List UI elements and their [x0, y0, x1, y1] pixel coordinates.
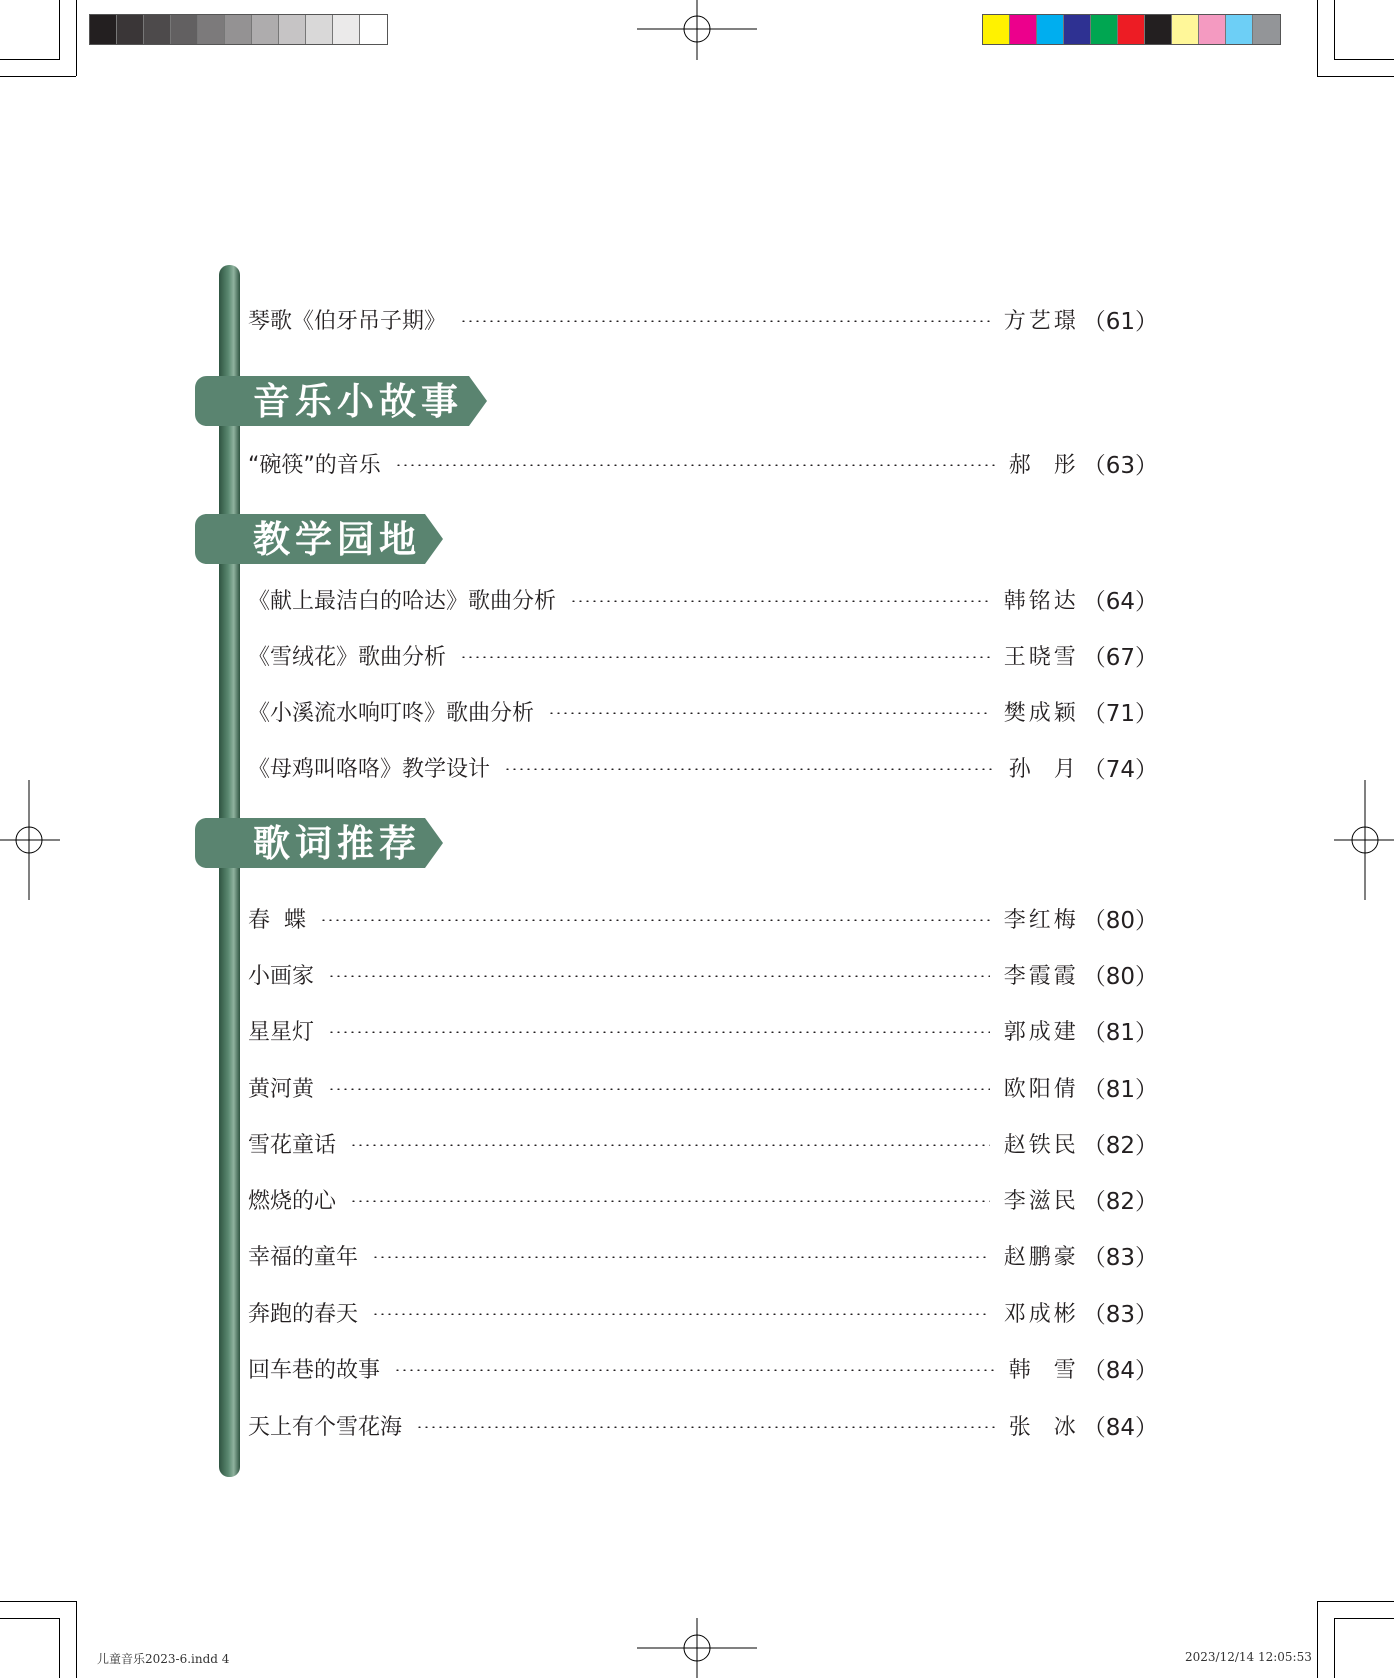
color-swatch	[1226, 15, 1253, 44]
slug-filename: 儿童音乐2023-6.indd 4	[97, 1652, 230, 1666]
registration-mark-left	[0, 780, 60, 900]
color-swatch	[1199, 15, 1226, 44]
entry-title: 回车巷的故事	[248, 1357, 381, 1383]
entry-author: 赵鹏豪	[1003, 1244, 1079, 1270]
entry-author: 李滋民	[1003, 1188, 1079, 1214]
entry-author: 邓成彬	[1003, 1301, 1079, 1327]
section-heading: 音乐小故事	[253, 380, 463, 423]
entry-author: 张 冰	[1008, 1414, 1079, 1440]
entry-author: 韩铭达	[1003, 588, 1079, 614]
entry-author: 孙 月	[1008, 756, 1079, 782]
entry-page-number: （67）	[1082, 644, 1158, 671]
entry-title: 天上有个雪花海	[248, 1414, 403, 1440]
entry-page-number: （83）	[1082, 1301, 1158, 1328]
entry-title: 琴歌《伯牙吊子期》	[248, 308, 447, 334]
dot-leader	[548, 712, 990, 714]
entry-author: 李红梅	[1003, 907, 1079, 933]
color-swatch	[117, 15, 144, 44]
color-swatch	[279, 15, 306, 44]
dot-leader	[372, 1256, 990, 1258]
color-swatch	[1172, 15, 1199, 44]
entry-author: 郭成建	[1003, 1019, 1079, 1045]
dot-leader	[394, 1369, 995, 1371]
entry-title: 黄河黄	[248, 1076, 315, 1102]
color-swatch	[1091, 15, 1118, 44]
entry-author: 方艺璟	[1003, 308, 1079, 334]
toc-entry[interactable]	[248, 694, 1158, 728]
color-swatch	[306, 15, 333, 44]
color-calibration-bar	[982, 14, 1281, 45]
color-swatch	[1118, 15, 1145, 44]
entry-title: 小画家	[248, 963, 315, 989]
registration-mark-top	[637, 0, 757, 60]
color-swatch	[90, 15, 117, 44]
toc-entry[interactable]	[248, 446, 1158, 480]
dot-leader	[328, 975, 990, 977]
toc-entry[interactable]	[248, 750, 1158, 784]
entry-page-number: （81）	[1082, 1019, 1158, 1046]
section-heading: 教学园地	[253, 518, 421, 561]
toc-entry[interactable]	[248, 582, 1158, 616]
entry-page-number: （74）	[1082, 756, 1158, 783]
entry-title: 春 蝶	[248, 907, 306, 933]
toc-entry[interactable]	[248, 1238, 1158, 1272]
entry-title: 《母鸡叫咯咯》教学设计	[248, 756, 491, 782]
color-swatch	[198, 15, 225, 44]
toc-entry[interactable]	[248, 1408, 1158, 1442]
entry-page-number: （81）	[1082, 1076, 1158, 1103]
color-swatch	[333, 15, 360, 44]
entry-author: 樊成颖	[1003, 700, 1079, 726]
toc-entry[interactable]	[248, 638, 1158, 672]
dot-leader	[504, 768, 995, 770]
entry-title: 燃烧的心	[248, 1188, 337, 1214]
entry-page-number: （64）	[1082, 588, 1158, 615]
entry-page-number: （80）	[1082, 963, 1158, 990]
dot-leader	[460, 320, 990, 322]
dot-leader	[328, 1031, 990, 1033]
toc-entry[interactable]	[248, 901, 1158, 935]
entry-page-number: （84）	[1082, 1357, 1158, 1384]
toc-entry[interactable]	[248, 957, 1158, 991]
entry-page-number: （82）	[1082, 1132, 1158, 1159]
entry-title: 《雪绒花》歌曲分析	[248, 644, 447, 670]
color-swatch	[225, 15, 252, 44]
section-heading: 歌词推荐	[253, 822, 421, 865]
dot-leader	[460, 656, 990, 658]
entry-title: 雪花童话	[248, 1132, 337, 1158]
entry-title: 星星灯	[248, 1019, 315, 1045]
entry-page-number: （83）	[1082, 1244, 1158, 1271]
dot-leader	[328, 1088, 990, 1090]
dot-leader	[372, 1313, 990, 1315]
entry-page-number: （61）	[1082, 308, 1158, 335]
registration-mark-bottom	[637, 1618, 757, 1678]
color-swatch	[252, 15, 279, 44]
color-swatch	[144, 15, 171, 44]
entry-author: 韩 雪	[1008, 1357, 1079, 1383]
entry-title: 《小溪流水响叮咚》歌曲分析	[248, 700, 535, 726]
entry-page-number: （84）	[1082, 1414, 1158, 1441]
color-swatch	[983, 15, 1010, 44]
dot-leader	[350, 1200, 990, 1202]
color-swatch	[1145, 15, 1172, 44]
entry-page-number: （82）	[1082, 1188, 1158, 1215]
color-swatch	[1064, 15, 1091, 44]
entry-page-number: （63）	[1082, 452, 1158, 479]
entry-title: 《献上最洁白的哈达》歌曲分析	[248, 588, 557, 614]
entry-author: 赵铁民	[1003, 1132, 1079, 1158]
toc-entry[interactable]	[248, 1351, 1158, 1385]
slug-timestamp: 2023/12/14 12:05:53	[1185, 1650, 1312, 1664]
entry-author: 李霞霞	[1003, 963, 1079, 989]
toc-entry[interactable]	[248, 1070, 1158, 1104]
entry-author: 郝 彤	[1008, 452, 1079, 478]
color-swatch	[360, 15, 387, 44]
toc-entry[interactable]	[248, 1126, 1158, 1160]
entry-page-number: （80）	[1082, 907, 1158, 934]
entry-author: 欧阳倩	[1003, 1076, 1079, 1102]
entry-title: 奔跑的春天	[248, 1301, 359, 1327]
dot-leader	[416, 1426, 995, 1428]
toc-entry[interactable]	[248, 1013, 1158, 1047]
entry-page-number: （71）	[1082, 700, 1158, 727]
toc-entry[interactable]	[248, 1182, 1158, 1216]
color-swatch	[1253, 15, 1280, 44]
toc-spine-bar	[219, 265, 240, 1477]
registration-mark-right	[1334, 780, 1394, 900]
dot-leader	[350, 1144, 990, 1146]
color-swatch	[171, 15, 198, 44]
gray-calibration-bar	[89, 14, 388, 45]
color-swatch	[1037, 15, 1064, 44]
toc-entry[interactable]	[248, 302, 1158, 336]
dot-leader	[395, 464, 995, 466]
entry-author: 王晓雪	[1003, 644, 1079, 670]
color-swatch	[1010, 15, 1037, 44]
entry-title: “碗筷”的音乐	[248, 452, 381, 478]
entry-title: 幸福的童年	[248, 1244, 359, 1270]
dot-leader	[320, 919, 990, 921]
toc-entry[interactable]	[248, 1295, 1158, 1329]
dot-leader	[570, 600, 990, 602]
